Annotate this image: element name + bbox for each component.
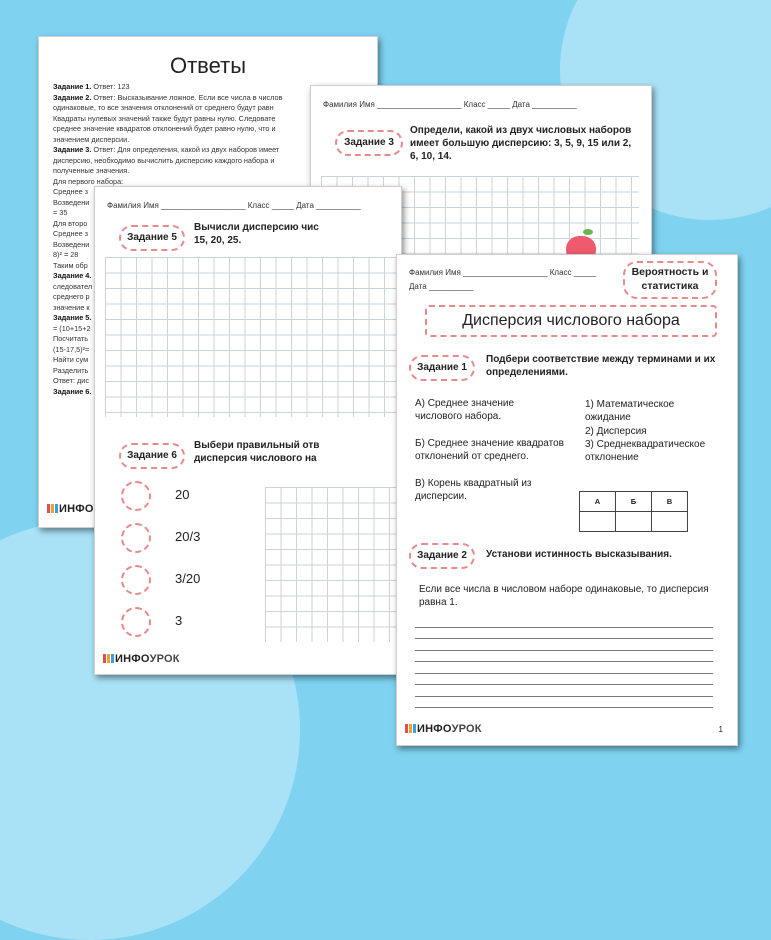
- answer-text: Среднее з: [53, 187, 89, 196]
- answer-table: [579, 491, 688, 532]
- answer-text: = (10+15+2: [53, 323, 91, 333]
- answer-text: Для второ: [53, 218, 88, 228]
- answer-text: Квадраты нулевых значений также будут равны нулю. Следовате: [53, 113, 276, 123]
- term-a: А) Среднее значение числового набора.: [415, 398, 515, 422]
- logo: ИНФОУРОК: [405, 723, 482, 735]
- answer-text: Разделить: [53, 365, 89, 375]
- student-header: Фамилия Имя ___________________ Класс _____ Дата __________: [323, 100, 577, 109]
- answer-text: Ответ: 123: [91, 82, 130, 91]
- task5-text: Вычисли дисперсию чис 15, 20, 25.: [194, 222, 319, 246]
- table-header-b: Б: [616, 492, 652, 512]
- answer-text: (15-17,5)²=: [53, 344, 90, 354]
- answer-text: Для первого набора:: [53, 176, 124, 186]
- logo: ИНФО: [47, 503, 124, 515]
- answer-label: Задание 5.: [53, 313, 92, 322]
- answer-lines: [415, 616, 713, 708]
- answer-label: Задание 4.: [53, 271, 92, 280]
- task6-text: Выбери правильный отв дисперсия числового на: [194, 440, 320, 464]
- subject-badge: Вероятность и статистика: [623, 261, 717, 299]
- option-circle[interactable]: [121, 607, 151, 637]
- answer-text: Ответ: Высказывание ложное. Если все числа в числов: [91, 92, 283, 102]
- answer-label: Задание 1.: [53, 82, 92, 91]
- student-header: Фамилия Имя ___________________ Класс _____ Дата __________: [107, 201, 361, 210]
- task6-pill: Задание 6: [119, 443, 185, 469]
- answer-label: Задание 3.: [53, 145, 92, 154]
- definition-3: 3) Среднеквадратическое отклонение: [585, 439, 706, 463]
- answer-text: среднего р: [53, 292, 90, 301]
- table-cell[interactable]: [652, 512, 688, 532]
- answer-label: Задание 6.: [53, 386, 92, 396]
- logo: ИНФОУРОК: [103, 653, 180, 665]
- task2-statement: Если все числа в числовом наборе одинаковые, то дисперсия равна 1.: [419, 584, 709, 608]
- table-header-c: В: [652, 492, 688, 512]
- task2-pill: Задание 2: [409, 543, 475, 569]
- option-circle[interactable]: [121, 523, 151, 553]
- answer-text: одинаковые, то все значения отклонений от среднего будут равн: [53, 103, 274, 112]
- worksheet-front: [396, 254, 738, 746]
- definition-2: 2) Дисперсия: [585, 426, 647, 437]
- answers-title: Ответы: [169, 53, 247, 78]
- answer-text: Среднее з: [53, 229, 89, 238]
- page-number: 1: [718, 725, 723, 734]
- option-label: 20/3: [175, 529, 201, 544]
- answer-grid: [105, 257, 401, 417]
- option-label: 3/20: [175, 571, 201, 586]
- worksheet-task5: [94, 186, 402, 675]
- answer-label: Задание 2.: [53, 92, 92, 102]
- definition-1: 1) Математическое ожидание: [585, 399, 675, 423]
- answer-text: значение к: [53, 302, 90, 312]
- table-cell[interactable]: [616, 512, 652, 532]
- option-label: 20: [175, 487, 190, 502]
- answer-text: следовател: [53, 281, 93, 291]
- answer-text: Ответ: Для определения, какой из двух наборов имеет: [91, 145, 280, 154]
- answer-grid: [265, 487, 401, 642]
- table-header-a: А: [580, 492, 616, 512]
- task2-text: Установи истинность высказывания.: [486, 549, 672, 560]
- answer-text: Возведени: [53, 239, 90, 249]
- answer-text: Ответ: дис: [53, 376, 90, 385]
- table-cell[interactable]: [580, 512, 616, 532]
- page-title: Дисперсия числового набора: [425, 305, 717, 337]
- task5-pill: Задание 5: [119, 225, 185, 251]
- date-field: Дата __________: [409, 282, 474, 291]
- option-circle[interactable]: [121, 481, 151, 511]
- answer-text: Возведени: [53, 197, 90, 207]
- leaf-icon: [583, 229, 593, 235]
- answer-text: Найти сум: [53, 355, 89, 364]
- answer-text: значением дисперсии.: [53, 134, 130, 144]
- answer-text: = 35: [53, 208, 68, 217]
- answer-text: среднее значение квадратов отклонений будет равно нулю, что и: [53, 124, 276, 133]
- answer-text: 8)² = 28: [53, 250, 79, 259]
- task1-pill: Задание 1: [409, 355, 475, 381]
- answer-text: Посчитать: [53, 334, 89, 343]
- student-header: Фамилия Имя ___________________ Класс _____: [409, 268, 596, 277]
- option-label: 3: [175, 613, 183, 628]
- term-b: Б) Среднее значение квадратов отклонений от среднего.: [415, 438, 564, 462]
- term-c: В) Корень квадратный из дисперсии.: [415, 478, 532, 502]
- answer-text: полученные значения.: [53, 166, 130, 175]
- task3-pill: Задание 3: [335, 130, 403, 156]
- task3-text: Определи, какой из двух числовых наборов имеет большую дисперсию: 3, 5, 9, 15 или 2, 6, 10, 14.: [410, 125, 632, 162]
- task1-text: Подбери соответствие между терминами и их определениями.: [486, 354, 716, 378]
- answer-text: Таким обр: [53, 260, 88, 270]
- answer-text: дисперсию, необходимо вычислить дисперсию каждого набора и: [53, 155, 275, 165]
- option-circle[interactable]: [121, 565, 151, 595]
